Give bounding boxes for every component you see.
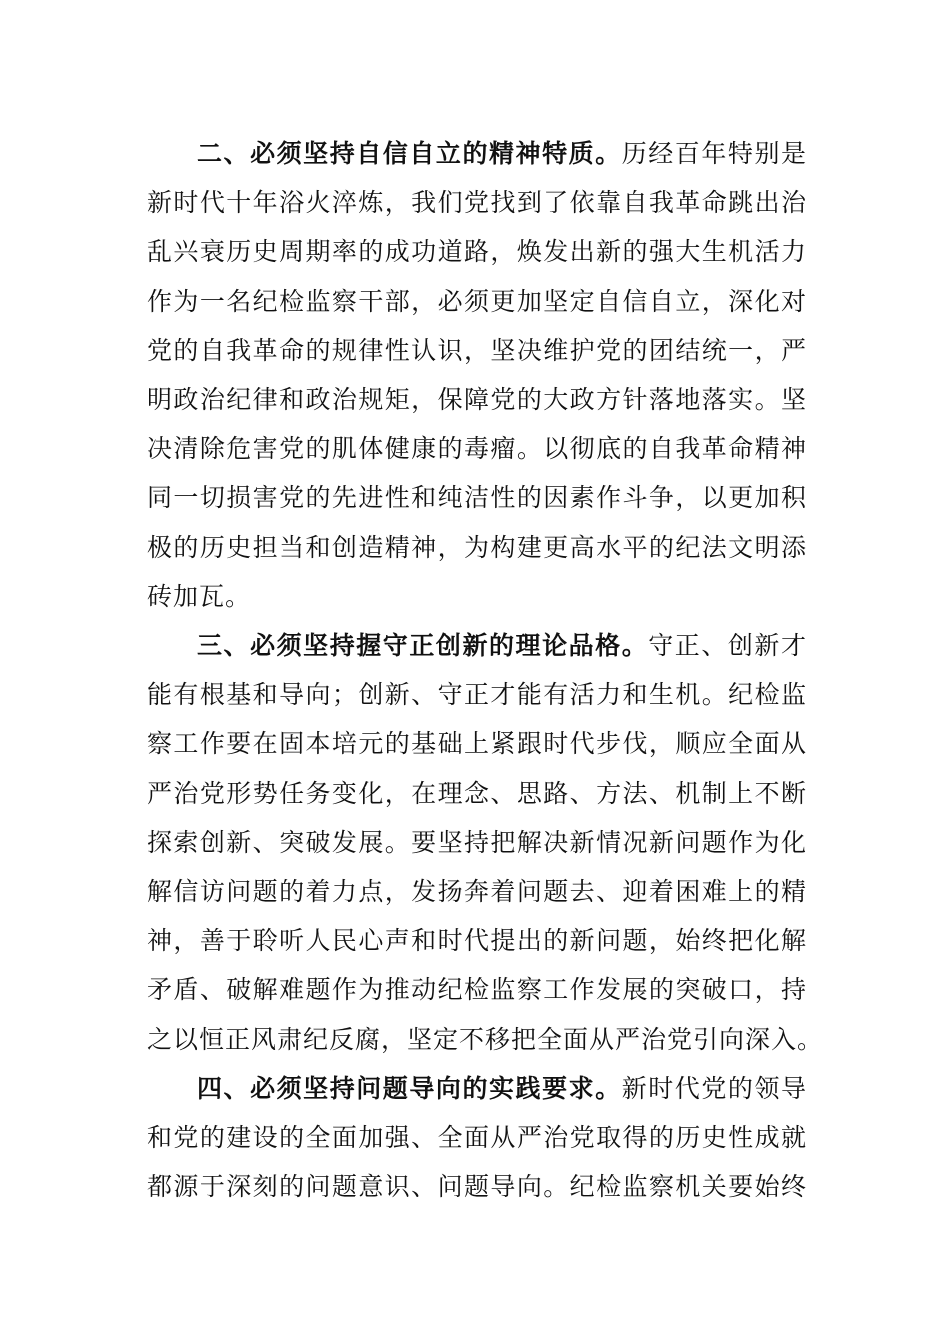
section-heading: 四、必须坚持问题导向的实践要求。 <box>197 1074 622 1103</box>
paragraph-section-4 <box>147 1064 807 1212</box>
body-line: 探索创新、突破发展。要坚持把解决新情况新问题作为化 <box>147 827 807 857</box>
body-line: 矛盾、破解难题作为推动纪检监察工作发展的突破口，持 <box>147 975 807 1005</box>
body-line: 新时代十年浴火淬炼，我们党找到了依靠自我革命跳出治 <box>147 188 807 218</box>
body-line: 察工作要在固本培元的基础上紧跟时代步伐，顺应全面从 <box>147 729 807 759</box>
section-heading: 二、必须坚持自信自立的精神特质。 <box>197 139 622 168</box>
body-line: 党的自我革命的规律性认识，坚决维护党的团结统一，严 <box>147 335 807 365</box>
body-text: 守正、创新才 <box>648 631 807 660</box>
body-line: 神，善于聆听人民心声和时代提出的新问题，始终把化解 <box>147 926 807 956</box>
body-line: 乱兴衰历史周期率的成功道路，焕发出新的强大生机活力 <box>147 237 807 267</box>
body-line: 之以恒正风肃纪反腐，坚定不移把全面从严治党引向深入。 <box>147 1024 824 1054</box>
paragraph-section-2 <box>147 129 807 621</box>
body-line: 同一切损害党的先进性和纯洁性的因素作斗争，以更加积 <box>147 483 807 513</box>
paragraph-first-line <box>147 129 807 178</box>
body-line: 能有根基和导向；创新、守正才能有活力和生机。纪检监 <box>147 680 807 710</box>
body-line: 明政治纪律和政治规矩，保障党的大政方针落地落实。坚 <box>147 384 807 414</box>
body-line: 解信访问题的着力点，发扬奔着问题去、迎着困难上的精 <box>147 876 807 906</box>
body-line: 极的历史担当和创造精神，为构建更高水平的纪法文明添 <box>147 532 807 562</box>
body-line: 都源于深刻的问题意识、问题导向。纪检监察机关要始终 <box>147 1172 807 1202</box>
body-line: 砖加瓦。 <box>147 581 252 611</box>
section-heading: 三、必须坚持握守正创新的理论品格。 <box>197 631 649 660</box>
paragraph-first-line <box>147 1064 807 1113</box>
paragraph-section-3 <box>147 621 824 1064</box>
body-line: 决清除危害党的肌体健康的毒瘤。以彻底的自我革命精神 <box>147 434 807 464</box>
body-line: 作为一名纪检监察干部，必须更加坚定自信自立，深化对 <box>147 286 807 316</box>
paragraph-first-line <box>147 621 807 670</box>
body-text: 历经百年特别是 <box>621 139 807 168</box>
body-line: 和党的建设的全面加强、全面从严治党取得的历史性成就 <box>147 1123 807 1153</box>
body-line: 严治党形势任务变化，在理念、思路、方法、机制上不断 <box>147 778 807 808</box>
body-text: 新时代党的领导 <box>621 1074 807 1103</box>
